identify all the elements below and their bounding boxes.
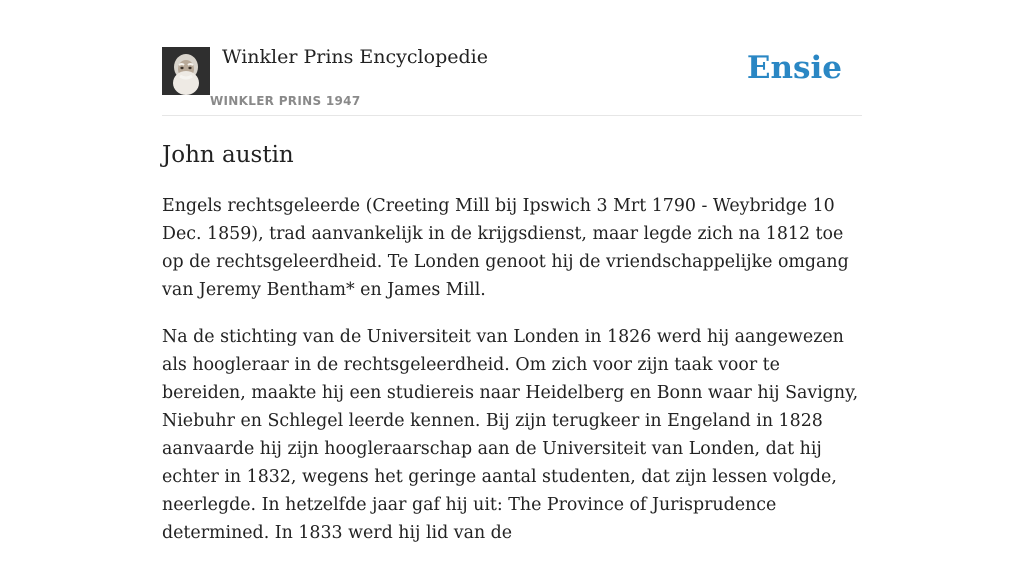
brand-logo-link[interactable]: Ensie [746,50,842,86]
site-title-link[interactable]: Winkler Prins Encyclopedie [222,46,488,68]
article-paragraph: Engels rechtsgeleerde (Creeting Mill bij Ipswich 3 Mrt 1790 - Weybridge 10 Dec. 1859), trad aanvankelijk in de krijgsdienst, maar legde zich na 1812 toe op de rechtsgeleerdheid. Te Londen genoot hij de vriendschappelijke omgang van Jeremy Bentham* en James Mill. [162,196,849,300]
article-paragraph: Na de stichting van de Universiteit van Londen in 1826 werd hij aangewezen als hoogleraar in de rechtsgeleerdheid. Om zich voor zijn taak voor te bereiden, maakte hij een studiereis naar Heidelberg en Bonn waar hij Savigny, Niebuhr en Schlegel leerde kennen. Bij zijn terugkeer in Engeland in 1828 aanvaarde hij zijn hoogleraarschap aan de Universiteit van Londen, dat hij echter in 1832, wegens het geringe aantal studenten, dat zijn lessen volgde, neerlegde. In hetzelfde jaar gaf hij uit: The Province of Jurisprudence determined. In 1833 werd hij lid van de [162,327,859,543]
bearded-man-portrait-icon[interactable] [162,47,210,95]
content-container [162,0,862,566]
article-body [162,192,862,547]
article-title: John austin [162,142,294,168]
site-header [162,0,862,116]
site-subtitle: WINKLER PRINS 1947 [210,94,361,108]
